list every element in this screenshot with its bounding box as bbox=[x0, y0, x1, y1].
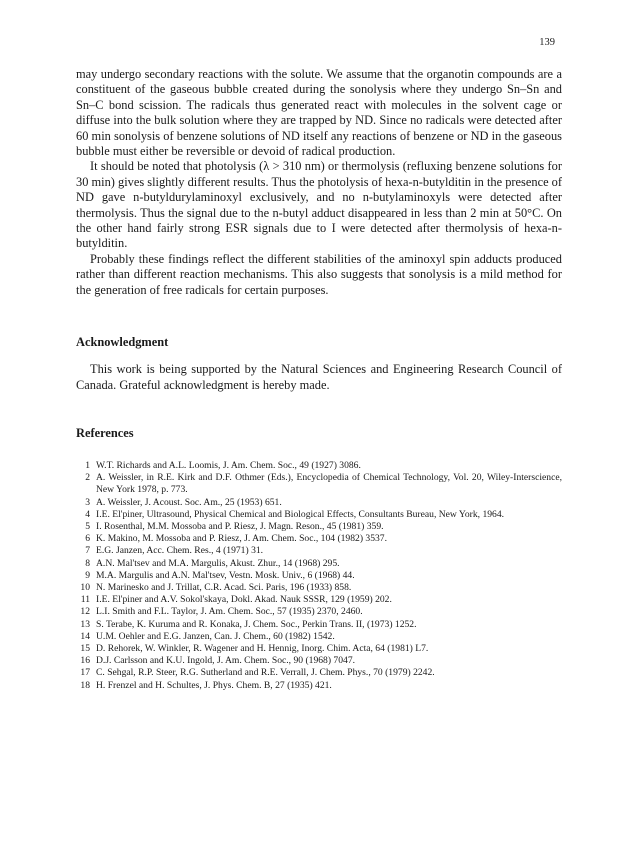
reference-number: 10 bbox=[80, 582, 90, 594]
reference-item bbox=[76, 631, 562, 643]
reference-text: S. Terabe, K. Kuruma and R. Konaka, J. Chem. Soc., Perkin Trans. II, (1973) 1252. bbox=[96, 618, 417, 630]
reference-text: M.A. Margulis and A.N. Mal'tsev, Vestn. Mosk. Univ., 6 (1968) 44. bbox=[96, 569, 355, 581]
paragraph: Probably these findings reflect the different stabilities of the aminoxyl spin adducts produced rather than different reaction mechanisms. This also suggests that sonolysis is a mild method for the generation of free radicals for certain purposes. bbox=[76, 251, 562, 297]
reference-item bbox=[76, 521, 562, 533]
reference-number: 3 bbox=[85, 496, 90, 508]
reference-item bbox=[76, 558, 562, 570]
acknowledgment-heading: Acknowledgment bbox=[76, 335, 169, 349]
reference-item bbox=[76, 533, 562, 545]
reference-number: 12 bbox=[80, 606, 90, 618]
reference-number: 18 bbox=[80, 679, 90, 691]
reference-list bbox=[76, 460, 562, 692]
reference-text: A.N. Mal'tsev and M.A. Margulis, Akust. Zhur., 14 (1968) 295. bbox=[96, 557, 340, 569]
reference-text: L.I. Smith and F.L. Taylor, J. Am. Chem. Soc., 57 (1935) 2370, 2460. bbox=[96, 606, 363, 618]
reference-text: A. Weissler, in R.E. Kirk and D.F. Othmer (Eds.), Encyclopedia of Chemical Technology, Vol. 20, Wiley-Interscience, New York 1978, p. 773. bbox=[96, 472, 562, 496]
reference-item bbox=[76, 606, 562, 618]
reference-item bbox=[76, 594, 562, 606]
reference-number: 1 bbox=[85, 460, 90, 471]
reference-number: 11 bbox=[80, 594, 90, 606]
reference-text: E.G. Janzen, Acc. Chem. Res., 4 (1971) 31. bbox=[96, 545, 264, 557]
reference-text: W.T. Richards and A.L. Loomis, J. Am. Chem. Soc., 49 (1927) 3086. bbox=[96, 460, 361, 471]
reference-item bbox=[76, 619, 562, 631]
reference-number: 6 bbox=[85, 533, 90, 545]
reference-item bbox=[76, 497, 562, 509]
reference-text: C. Sehgal, R.P. Steer, R.G. Sutherland and R.E. Verrall, J. Chem. Phys., 70 (1979) 2242. bbox=[96, 667, 435, 679]
reference-item bbox=[76, 667, 562, 679]
reference-item bbox=[76, 509, 562, 521]
reference-text: N. Marinesko and J. Trillat, C.R. Acad. Sci. Paris, 196 (1933) 858. bbox=[96, 582, 352, 594]
reference-item bbox=[76, 460, 562, 472]
reference-number: 8 bbox=[85, 557, 90, 569]
acknowledgment-text: This work is being supported by the Natural Sciences and Engineering Research Council of Canada. Grateful acknowledgment is hereby made. bbox=[76, 362, 562, 392]
reference-text: K. Makino, M. Mossoba and P. Riesz, J. Am. Chem. Soc., 104 (1982) 3537. bbox=[96, 533, 388, 545]
reference-number: 13 bbox=[80, 618, 90, 630]
reference-item bbox=[76, 582, 562, 594]
reference-item bbox=[76, 680, 562, 692]
reference-text: I.E. El'piner and A.V. Sokol'skaya, Dokl. Akad. Nauk SSSR, 129 (1959) 202. bbox=[96, 594, 392, 606]
reference-number: 9 bbox=[85, 569, 90, 581]
reference-text: I. Rosenthal, M.M. Mossoba and P. Riesz, J. Magn. Reson., 45 (1981) 359. bbox=[96, 521, 384, 533]
reference-number: 2 bbox=[85, 472, 90, 484]
reference-item bbox=[76, 545, 562, 557]
body-text bbox=[76, 67, 562, 298]
reference-text: A. Weissler, J. Acoust. Soc. Am., 25 (1953) 651. bbox=[96, 496, 282, 508]
reference-text: D. Rehorek, W. Winkler, R. Wagener and H. Hennig, Inorg. Chim. Acta, 64 (1981) L7. bbox=[96, 643, 429, 655]
reference-number: 7 bbox=[85, 545, 90, 557]
reference-text: H. Frenzel and H. Schultes, J. Phys. Chem. B, 27 (1935) 421. bbox=[96, 679, 332, 691]
references-heading: References bbox=[76, 426, 134, 440]
reference-number: 17 bbox=[80, 667, 90, 679]
reference-text: D.J. Carlsson and K.U. Ingold, J. Am. Chem. Soc., 90 (1968) 7047. bbox=[96, 655, 356, 667]
reference-text: I.E. El'piner, Ultrasound, Physical Chemical and Biological Effects, Consultants Bureau, New York, 1964. bbox=[96, 508, 505, 520]
paragraph: may undergo secondary reactions with the solute. We assume that the organotin compounds are a constituent of the gaseous bubble created during the sonolysis where they undergo Sn–Sn and Sn–C bond scission. The radicals thus generated react with molecules in the solvent cage or diffuse into the bulk solution where they are trapped by ND. Since no radicals were detected after 60 min sonolysis of benzene solutions of ND itself any reactions of benzene or ND in the gaseous bubble must either be reversible or devoid of radical production. bbox=[76, 67, 562, 159]
reference-item bbox=[76, 472, 562, 496]
reference-item bbox=[76, 643, 562, 655]
reference-number: 15 bbox=[80, 643, 90, 655]
reference-number: 16 bbox=[80, 655, 90, 667]
reference-item bbox=[76, 570, 562, 582]
reference-number: 4 bbox=[85, 508, 90, 520]
paragraph: It should be noted that photolysis (λ > 310 nm) or thermolysis (refluxing benzene solutions for 30 min) gives slightly different results. Thus the photolysis of hexa-n-butylditin in the presence of ND gave n-butyldurylaminoxyl exclusively, and no n-butylaminoxyls were detected after thermolysis. Thus the signal due to the n-butyl adduct disappeared in less than 2 min at 50°C. On the other hand fairly strong ESR signals due to I were detected after thermolysis of hexa-n-butylditin. bbox=[76, 159, 562, 251]
page-number: 139 bbox=[539, 37, 555, 48]
reference-number: 5 bbox=[85, 521, 90, 533]
reference-text: U.M. Oehler and E.G. Janzen, Can. J. Chem., 60 (1982) 1542. bbox=[96, 630, 335, 642]
reference-number: 14 bbox=[80, 630, 90, 642]
reference-item bbox=[76, 655, 562, 667]
